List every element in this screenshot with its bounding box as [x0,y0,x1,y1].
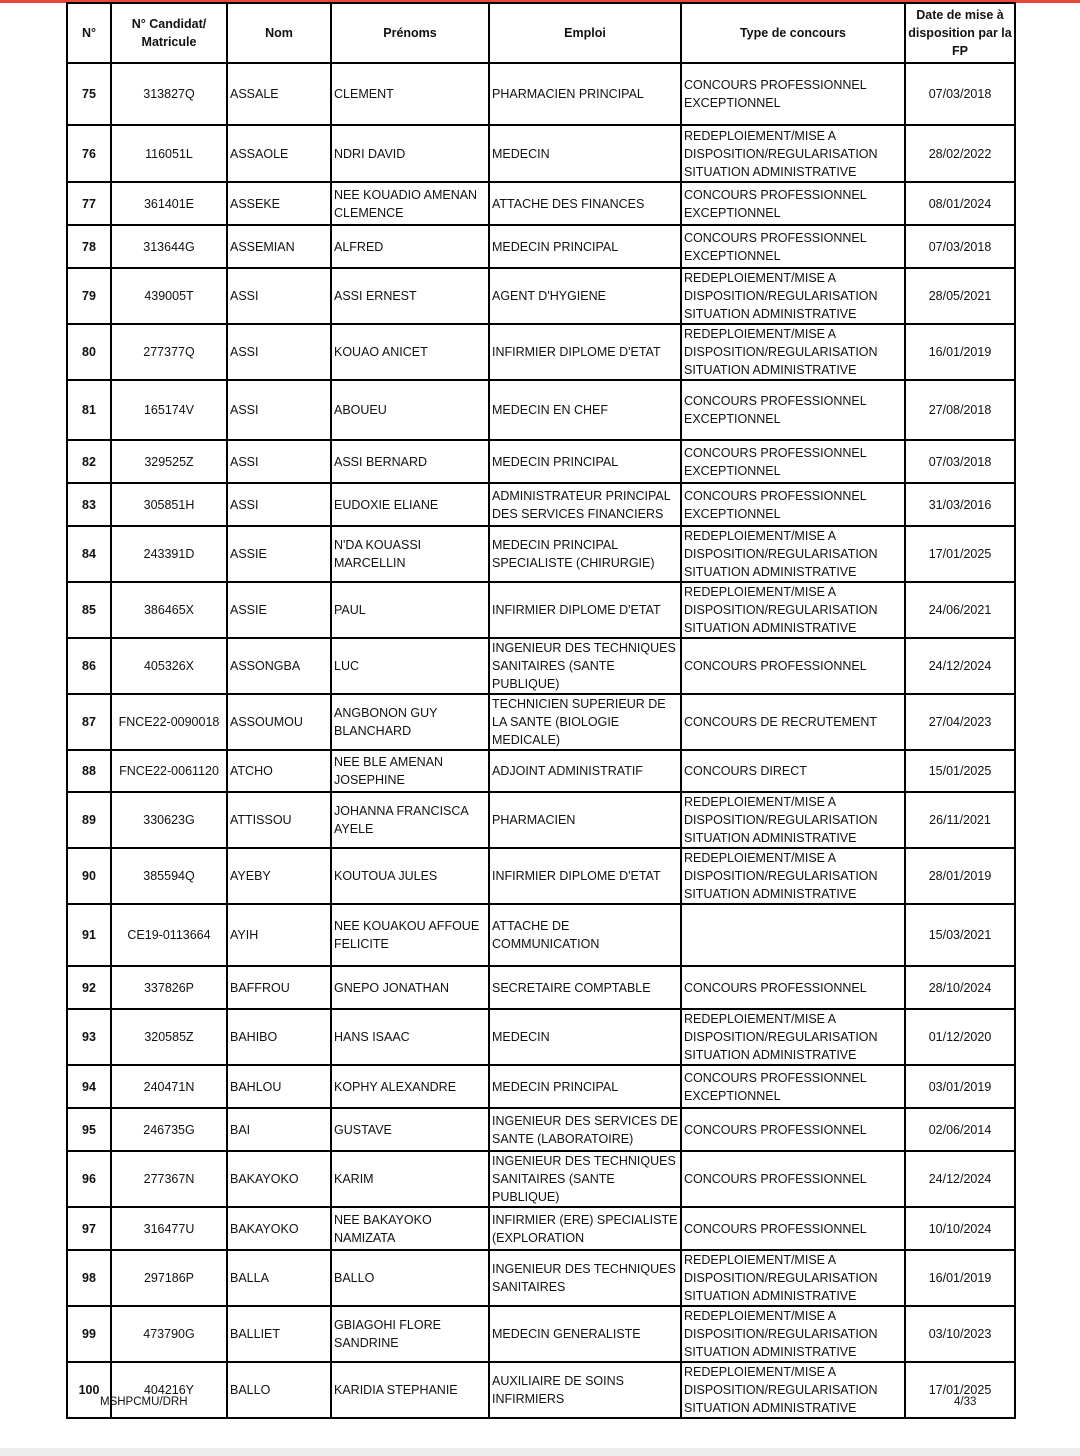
row-date: 10/10/2024 [905,1207,1015,1250]
row-matricule: 439005T [111,268,227,324]
table-row [67,125,1015,182]
table-row [67,1065,1015,1108]
row-nom: ASSIE [227,526,331,582]
row-nom: BAI [227,1108,331,1151]
row-type-concours: REDEPLOIEMENT/MISE A DISPOSITION/REGULARISATION SITUATION ADMINISTRATIVE [681,1009,905,1065]
row-prenoms: NEE KOUADIO AMENAN CLEMENCE [331,182,489,225]
row-prenoms: NEE BAKAYOKO NAMIZATA [331,1207,489,1250]
row-matricule: 240471N [111,1065,227,1108]
row-matricule: 330623G [111,792,227,848]
row-type-concours: REDEPLOIEMENT/MISE A DISPOSITION/REGULARISATION SITUATION ADMINISTRATIVE [681,1362,905,1418]
table-row [67,1108,1015,1151]
row-date: 07/03/2018 [905,225,1015,268]
row-emploi: INGENIEUR DES SERVICES DE SANTE (LABORATOIRE) [489,1108,681,1151]
row-type-concours: REDEPLOIEMENT/MISE A DISPOSITION/REGULARISATION SITUATION ADMINISTRATIVE [681,582,905,638]
row-type-concours: REDEPLOIEMENT/MISE A DISPOSITION/REGULARISATION SITUATION ADMINISTRATIVE [681,125,905,182]
row-nom: ASSI [227,324,331,380]
row-emploi: AUXILIAIRE DE SOINS INFIRMIERS [489,1362,681,1418]
row-emploi: TECHNICIEN SUPERIEUR DE LA SANTE (BIOLOGIE MEDICALE) [489,694,681,750]
row-matricule: 405326X [111,638,227,694]
row-nom: ATCHO [227,750,331,792]
row-number: 90 [67,848,111,904]
row-nom: ASSONGBA [227,638,331,694]
table-row [67,268,1015,324]
col-header-date: Date de mise à disposition par la FP [905,3,1015,63]
row-nom: ASSALE [227,63,331,125]
row-number: 83 [67,483,111,526]
col-header-emploi: Emploi [489,3,681,63]
row-type-concours: CONCOURS PROFESSIONNEL EXCEPTIONNEL [681,440,905,483]
table-row [67,225,1015,268]
row-prenoms: ASSI BERNARD [331,440,489,483]
row-number: 88 [67,750,111,792]
row-type-concours: CONCOURS PROFESSIONNEL [681,1151,905,1207]
footer-department: MSHPCMU/DRH [100,1396,188,1408]
row-date: 01/12/2020 [905,1009,1015,1065]
row-date: 08/01/2024 [905,182,1015,225]
col-header-prenoms: Prénoms [331,3,489,63]
row-nom: BAKAYOKO [227,1207,331,1250]
row-matricule: FNCE22-0061120 [111,750,227,792]
table-row [67,750,1015,792]
col-header-type: Type de concours [681,3,905,63]
row-emploi: INFIRMIER DIPLOME D'ETAT [489,848,681,904]
row-date: 15/03/2021 [905,904,1015,966]
row-emploi: ATTACHE DE COMMUNICATION [489,904,681,966]
row-number: 97 [67,1207,111,1250]
table-row [67,182,1015,225]
row-emploi: MEDECIN PRINCIPAL [489,225,681,268]
row-matricule: 305851H [111,483,227,526]
row-prenoms: GUSTAVE [331,1108,489,1151]
row-prenoms: LUC [331,638,489,694]
col-header-matricule: N° Candidat/ Matricule [111,3,227,63]
row-emploi: MEDECIN PRINCIPAL [489,1065,681,1108]
row-date: 15/01/2025 [905,750,1015,792]
row-number: 84 [67,526,111,582]
row-emploi: MEDECIN GENERALISTE [489,1306,681,1362]
row-emploi: ADJOINT ADMINISTRATIF [489,750,681,792]
table-row [67,1207,1015,1250]
row-nom: ASSI [227,268,331,324]
row-date: 31/03/2016 [905,483,1015,526]
row-matricule: 243391D [111,526,227,582]
candidates-table [66,2,1016,1419]
row-emploi: INFIRMIER DIPLOME D'ETAT [489,582,681,638]
row-number: 93 [67,1009,111,1065]
row-type-concours: CONCOURS PROFESSIONNEL EXCEPTIONNEL [681,380,905,440]
table-row [67,582,1015,638]
row-emploi: INFIRMIER DIPLOME D'ETAT [489,324,681,380]
col-header-nom: Nom [227,3,331,63]
row-date: 28/05/2021 [905,268,1015,324]
table-row [67,483,1015,526]
table-row [67,904,1015,966]
row-matricule: 277367N [111,1151,227,1207]
row-number: 87 [67,694,111,750]
table-row [67,1362,1015,1418]
table-row [67,792,1015,848]
table-body [67,63,1015,1418]
row-type-concours: CONCOURS DE RECRUTEMENT [681,694,905,750]
row-date: 17/01/2025 [905,1362,1015,1418]
table-row [67,526,1015,582]
row-type-concours: REDEPLOIEMENT/MISE A DISPOSITION/REGULARISATION SITUATION ADMINISTRATIVE [681,848,905,904]
row-number: 78 [67,225,111,268]
row-type-concours: CONCOURS PROFESSIONNEL EXCEPTIONNEL [681,63,905,125]
row-type-concours: CONCOURS PROFESSIONNEL EXCEPTIONNEL [681,483,905,526]
row-type-concours: CONCOURS PROFESSIONNEL [681,1108,905,1151]
row-nom: ASSI [227,380,331,440]
table-row [67,1151,1015,1207]
row-emploi: PHARMACIEN PRINCIPAL [489,63,681,125]
row-prenoms: ALFRED [331,225,489,268]
row-matricule: 313644G [111,225,227,268]
row-type-concours: REDEPLOIEMENT/MISE A DISPOSITION/REGULARISATION SITUATION ADMINISTRATIVE [681,1306,905,1362]
table-row [67,63,1015,125]
row-number: 100 [67,1362,111,1418]
row-number: 91 [67,904,111,966]
row-prenoms: JOHANNA FRANCISCA AYELE [331,792,489,848]
row-nom: ASSAOLE [227,125,331,182]
row-nom: ASSEKE [227,182,331,225]
row-date: 27/08/2018 [905,380,1015,440]
row-emploi: MEDECIN PRINCIPAL SPECIALISTE (CHIRURGIE) [489,526,681,582]
row-number: 89 [67,792,111,848]
row-prenoms: CLEMENT [331,63,489,125]
row-matricule: 329525Z [111,440,227,483]
row-prenoms: ASSI ERNEST [331,268,489,324]
row-emploi: INFIRMIER (ERE) SPECIALISTE (EXPLORATION [489,1207,681,1250]
row-emploi: AGENT D'HYGIENE [489,268,681,324]
row-nom: ASSEMIAN [227,225,331,268]
row-date: 28/01/2019 [905,848,1015,904]
row-emploi: INGENIEUR DES TECHNIQUES SANITAIRES (SANTE PUBLIQUE) [489,1151,681,1207]
row-matricule: 316477U [111,1207,227,1250]
row-number: 85 [67,582,111,638]
row-number: 96 [67,1151,111,1207]
row-date: 16/01/2019 [905,324,1015,380]
row-type-concours: CONCOURS DIRECT [681,750,905,792]
row-date: 28/10/2024 [905,966,1015,1009]
row-matricule: 386465X [111,582,227,638]
row-matricule: 385594Q [111,848,227,904]
row-nom: ASSI [227,483,331,526]
row-emploi: MEDECIN [489,1009,681,1065]
row-nom: AYEBY [227,848,331,904]
row-nom: BAHIBO [227,1009,331,1065]
row-type-concours: CONCOURS PROFESSIONNEL EXCEPTIONNEL [681,182,905,225]
row-nom: BAFFROU [227,966,331,1009]
row-number: 92 [67,966,111,1009]
table-row [67,694,1015,750]
row-prenoms: GNEPO JONATHAN [331,966,489,1009]
row-number: 99 [67,1306,111,1362]
row-date: 24/06/2021 [905,582,1015,638]
row-number: 94 [67,1065,111,1108]
row-prenoms: KOUAO ANICET [331,324,489,380]
row-nom: ASSIE [227,582,331,638]
row-nom: ATTISSOU [227,792,331,848]
row-type-concours: REDEPLOIEMENT/MISE A DISPOSITION/REGULARISATION SITUATION ADMINISTRATIVE [681,324,905,380]
table-header-row [67,3,1015,63]
row-nom: ASSOUMOU [227,694,331,750]
row-date: 07/03/2018 [905,440,1015,483]
row-type-concours: CONCOURS PROFESSIONNEL EXCEPTIONNEL [681,1065,905,1108]
page-number: 4/33 [954,1396,977,1408]
table-row [67,1250,1015,1306]
row-date: 03/10/2023 [905,1306,1015,1362]
row-number: 79 [67,268,111,324]
row-number: 86 [67,638,111,694]
row-prenoms: KARIDIA STEPHANIE [331,1362,489,1418]
row-matricule: 277377Q [111,324,227,380]
row-emploi: MEDECIN [489,125,681,182]
row-matricule: 165174V [111,380,227,440]
row-prenoms: HANS ISAAC [331,1009,489,1065]
row-matricule: 361401E [111,182,227,225]
row-date: 27/04/2023 [905,694,1015,750]
row-type-concours: REDEPLOIEMENT/MISE A DISPOSITION/REGULARISATION SITUATION ADMINISTRATIVE [681,792,905,848]
row-emploi: MEDECIN EN CHEF [489,380,681,440]
row-prenoms: N'DA KOUASSI MARCELLIN [331,526,489,582]
row-number: 76 [67,125,111,182]
row-emploi: INGENIEUR DES TECHNIQUES SANITAIRES (SANTE PUBLIQUE) [489,638,681,694]
row-prenoms: NEE KOUAKOU AFFOUE FELICITE [331,904,489,966]
row-number: 77 [67,182,111,225]
row-type-concours: REDEPLOIEMENT/MISE A DISPOSITION/REGULARISATION SITUATION ADMINISTRATIVE [681,526,905,582]
row-type-concours: REDEPLOIEMENT/MISE A DISPOSITION/REGULARISATION SITUATION ADMINISTRATIVE [681,1250,905,1306]
table-row [67,638,1015,694]
row-type-concours: REDEPLOIEMENT/MISE A DISPOSITION/REGULARISATION SITUATION ADMINISTRATIVE [681,268,905,324]
row-type-concours: CONCOURS PROFESSIONNEL [681,1207,905,1250]
table-row [67,848,1015,904]
row-prenoms: ABOUEU [331,380,489,440]
row-number: 80 [67,324,111,380]
row-type-concours: CONCOURS PROFESSIONNEL [681,638,905,694]
row-matricule: CE19-0113664 [111,904,227,966]
row-date: 24/12/2024 [905,638,1015,694]
row-nom: BAHLOU [227,1065,331,1108]
row-date: 28/02/2022 [905,125,1015,182]
row-matricule: 116051L [111,125,227,182]
row-matricule: FNCE22-0090018 [111,694,227,750]
row-prenoms: BALLO [331,1250,489,1306]
row-type-concours: CONCOURS PROFESSIONNEL [681,966,905,1009]
row-date: 26/11/2021 [905,792,1015,848]
row-number: 95 [67,1108,111,1151]
row-prenoms: GBIAGOHI FLORE SANDRINE [331,1306,489,1362]
row-type-concours: CONCOURS PROFESSIONNEL EXCEPTIONNEL [681,225,905,268]
table-row [67,324,1015,380]
row-number: 75 [67,63,111,125]
table-row [67,1306,1015,1362]
row-date: 17/01/2025 [905,526,1015,582]
row-matricule: 473790G [111,1306,227,1362]
row-matricule: 404216Y [111,1362,227,1418]
row-number: 81 [67,380,111,440]
row-prenoms: KARIM [331,1151,489,1207]
row-emploi: PHARMACIEN [489,792,681,848]
row-prenoms: KOPHY ALEXANDRE [331,1065,489,1108]
table-row [67,440,1015,483]
row-date: 03/01/2019 [905,1065,1015,1108]
row-matricule: 337826P [111,966,227,1009]
row-prenoms: KOUTOUA JULES [331,848,489,904]
row-emploi: MEDECIN PRINCIPAL [489,440,681,483]
row-prenoms: NEE BLE AMENAN JOSEPHINE [331,750,489,792]
row-date: 02/06/2014 [905,1108,1015,1151]
row-number: 98 [67,1250,111,1306]
row-matricule: 313827Q [111,63,227,125]
row-prenoms: EUDOXIE ELIANE [331,483,489,526]
row-type-concours [681,904,905,966]
row-matricule: 297186P [111,1250,227,1306]
row-number: 82 [67,440,111,483]
row-date: 24/12/2024 [905,1151,1015,1207]
row-matricule: 320585Z [111,1009,227,1065]
row-matricule: 246735G [111,1108,227,1151]
bottom-bar [0,1448,1080,1456]
row-prenoms: ANGBONON GUY BLANCHARD [331,694,489,750]
row-emploi: ATTACHE DES FINANCES [489,182,681,225]
row-emploi: INGENIEUR DES TECHNIQUES SANITAIRES [489,1250,681,1306]
row-prenoms: NDRI DAVID [331,125,489,182]
row-nom: BALLA [227,1250,331,1306]
table-row [67,1009,1015,1065]
table-row [67,966,1015,1009]
row-prenoms: PAUL [331,582,489,638]
table-row [67,380,1015,440]
col-header-num: N° [67,3,111,63]
row-nom: BALLO [227,1362,331,1418]
row-emploi: SECRETAIRE COMPTABLE [489,966,681,1009]
row-emploi: ADMINISTRATEUR PRINCIPAL DES SERVICES FINANCIERS [489,483,681,526]
row-date: 07/03/2018 [905,63,1015,125]
row-nom: ASSI [227,440,331,483]
row-date: 16/01/2019 [905,1250,1015,1306]
row-nom: BALLIET [227,1306,331,1362]
row-nom: AYIH [227,904,331,966]
row-nom: BAKAYOKO [227,1151,331,1207]
